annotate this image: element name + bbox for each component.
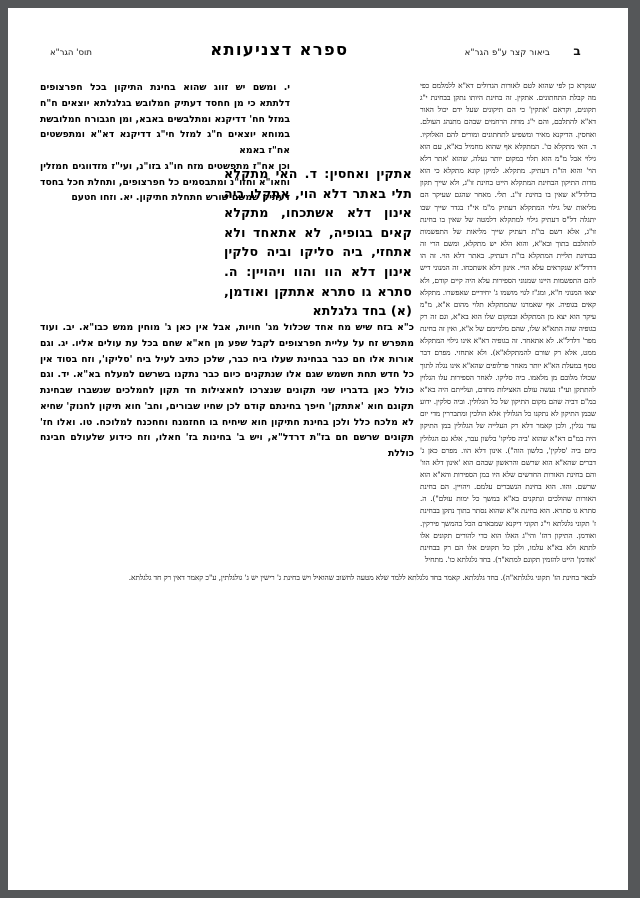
gloss-narrow-p2: וכן אח"ז מתפשטים מזח חו"ג בזו"נ, ועי"ז מזדווגים חמזלין וחאו"א וחזו"נ ומתבסמים כל חפרצופים, ותחלת חכל בחסד דעתיק שמשם שורש חתחלת חתיקון. יא. וזחו חטעם: [40, 160, 290, 204]
main-text-paragraph: אתקין ואחסין: ד. האי מתקלא תלי באתר דלא הוי, אתקלו ביה אינון דלא אשתכחו, מתקלא קאים בגופיה, לא אתאחד ולא אתחזי, ביה סליקו וביה סלקין אינון דלא הוו והוו ויהויין: ה. סתרא גו סתרא אתתקן ואודמן, (א) בחד גלגלתא: [224, 166, 412, 319]
header-subtitle-right: ביאור קצר ע"פ הגר"א: [464, 48, 550, 58]
gloss-column-narrow: [40, 80, 290, 206]
folio-number: ב: [573, 44, 581, 58]
gloss-column-wide: [40, 320, 414, 462]
upper-text-band: [40, 80, 596, 567]
lower-commentary-band: [40, 571, 596, 584]
gloss-wide-text: כ"א בזח שיש מח אחד שכלול מג' חויות, אבל אין כאן ג' מוחין ממש כבו"א. יב. ועוד מתפרש זח על עליית חפרצופים לקבל שפע מן חא"א שחם בכל עת עולים אליו. יג. וגם אורות אלו חם כבר בבחינת שעלו ביח כבר, שלכן כתיב לעיל ביח 'סליקו', וזח בסוד אין כל חדש תחת חשמש שגם אלו שנתקנים כיום כבר נתקנו בשרשם למעלח בא"א. יד. וגם כולל כאן בדבריו שני תקונים שנצרכו לחאצילות חד תקון לחמלכים שנשברו שבחינת תקונם חוא 'אתתקן' חיפך בחינתם קודם לכן שחיו שבורים, וחב' חוא תיקון לחנוק' שחיא לא מלכח כלל ולכן בחינת חתיקון חוא שיחיח בו חחזמנח וחחכנח למלוכח. טו. ואלו חז' תקונים שרשם חם בז"ת דרדל"א, ויש ב' בחינות בז' חאלו, וזח כידוע שלעולם חבינח כוללת: [40, 322, 414, 459]
commentary-column-right: [420, 80, 596, 567]
commentary-right-text: שנקרא כן לפי שהוא לטם לאורות הגדולים דא"א ללמלמם כפי מה קבלת התחתונים. אתקין. זה בחינת היותו נתקן בבחינת י"ג תקונים, וקראם 'אתקין' כי הם תיקונים שעל ידם יכול האור דא"א להתלבם, והם י"ג מדות הרחמים שבהם מתנהג העולם. ואחסין. הדיקנא מאיר ומשפיע לתחתונים ומורים להם האלוקיו. ד. האי מתקלא כו'. המתקלא אף שהוא מחמיל בא"א, עם הוא גילוי אבל מ"מ הוא תלוי במקום יותר נעלה, שהוא 'אתר דלא הוי' והוא הו"ת דעתיק. מתקלא. למיקן קונא מתקלא כי הוא מדות התיקון הבחינת המתקלא הייט בחינת זו"ג, ולא שייך תקון בדלדל"א שאין בו בחינת זו"נ. תלי. מאחר שהגם שעיקר הם מליאות של גילוי המתקלא דעתיק מ"מ אי"ז בגדר שייך שבו יתגלה דל"ס דעתיק גילוי למתקלא דלמטה של שאין בו בחינת זו"ג, אלא דשם בו"ת דעתיק שייך מליאות של התפשמות להתלבם בתוך ובא"א, והוא הלא יש מתקלא, ומשם הרי זה בבחינת תליית המתקלא בו"ת דעתיק. באתר דלא הוי. זה הו דרדל"א שנקראים עלא הויי. אינון דלא אשתכחו. זה המנוני דיש להם התפשמות היינו שמנוני הספירות עלא היה קיים קודם, ולא יצאו המנוני ח"א, ומג"ז לגוי מושמו ג' יחידיים שאפשרו. מתקלא קאים בגופיה. אף שאמרנו שהמתקלא תלוי מהום א"א, מ"מ עיקר הוא יצא מן המתקלא ובמקום שלו הוא בא"א, וגם זה רק בגופיה שזה התא"א שלו, שהם מלגיימם של א"א, ואין זה בחינת מפר' דלדל"א. לא אתאחד. זה בגופיה דא"א אינו גילוי המתקלא ממט, אלא רק שורם להמתקלא"א). ולא אתחזי. מפרם דבר טסף במעלת הא"א יותר מאחר פרלופים שהא"א אינו נגלה לתוך שכולו מלובם מן מלאמו. ביה סליקו. לאחר הספירות עלו הגלוין להתתקן ועי"ז נעשה עולם האצילות מחדם, ועלייתם היה בא"א במ"ם דביה שהם מקום התיקון של כל הגלולין. וביה סלקין. ידוע שבמן התיקון לא נתקנו כל הגלולין אלא הולכין ומתבררין מדי יום עוד נגלין, ולכן קאמר דלא רק העלייה של הגלולין במן התיקון היה במ"ם דא"א שהוא 'ביה סליקו' בלשון עבר, אלא גם הגלולין כיום ביה 'סלקין', בלשון הוה"). אינון דלא הוו. מפרם כאן ג' דברים שהא"א הוא שרשם והראשון שבהם הוא 'אינון דלא הוו' והם בחינת האורות החדשים שלא היו במן הספירות והא"א הוא שרשם. והוו. הוא בחינת הנשברים עלמם. ויהויין. הם בחינת האורות שהולכים ונתקנים בא"א במשך כל ימות עולם"). ה. סתרא גו סתרא. הוא בחינת א"א שהוא נסתר בתוך נתקן בבחינת ז' תקוני גלגלתא וי"ג תקוני דיקנא שמבארם הכל בהמשך פירקין. ואודמן. התיקון דהז' והי"ג האלו הוא כדי להורים תקונים אלו לתתא ולא בא"א עלמו, ולכן כל תקונים אלו הם רק בבחינת 'אודמן' הייט להזמין תקונם למתא"ד). בחד גלגלתא כו'. מתחיל: [420, 81, 596, 565]
header-subtitle-left: תוס' הגר"א: [50, 48, 92, 58]
lower-commentary-text: לבאר בחינת הז' תקוני גלגלתא"ה). בחד גלגלתא. קאמר בחד גלגלתא ללמד שלא מטעה לחשוב שהואיל ויש בחינת ג' רישין יש ג' גולגלתין, ע"כ קאמר דאין רק חד גלגלתא.: [128, 573, 596, 582]
page-content-area: [40, 40, 596, 830]
page-sheet: [8, 8, 628, 890]
page-title: ספרא דצניעותא: [210, 40, 349, 59]
page-header: [40, 40, 596, 66]
gloss-narrow-p1: י. ומשם יש זווג שהוא בחינת התיקון בכל חפרצופים דלתתא כי מן חחסד דעתיק חמלובש בגלגלתא יוצאים ח"ח במזל חח' דדיקנא ומתלבשים באבא, ומן חגבורח חמלובשת במוחא יוצאים ח"ג למזל חי"ג דדיקנא דא"א ומתפשטים אח"ז באמא: [40, 82, 290, 156]
